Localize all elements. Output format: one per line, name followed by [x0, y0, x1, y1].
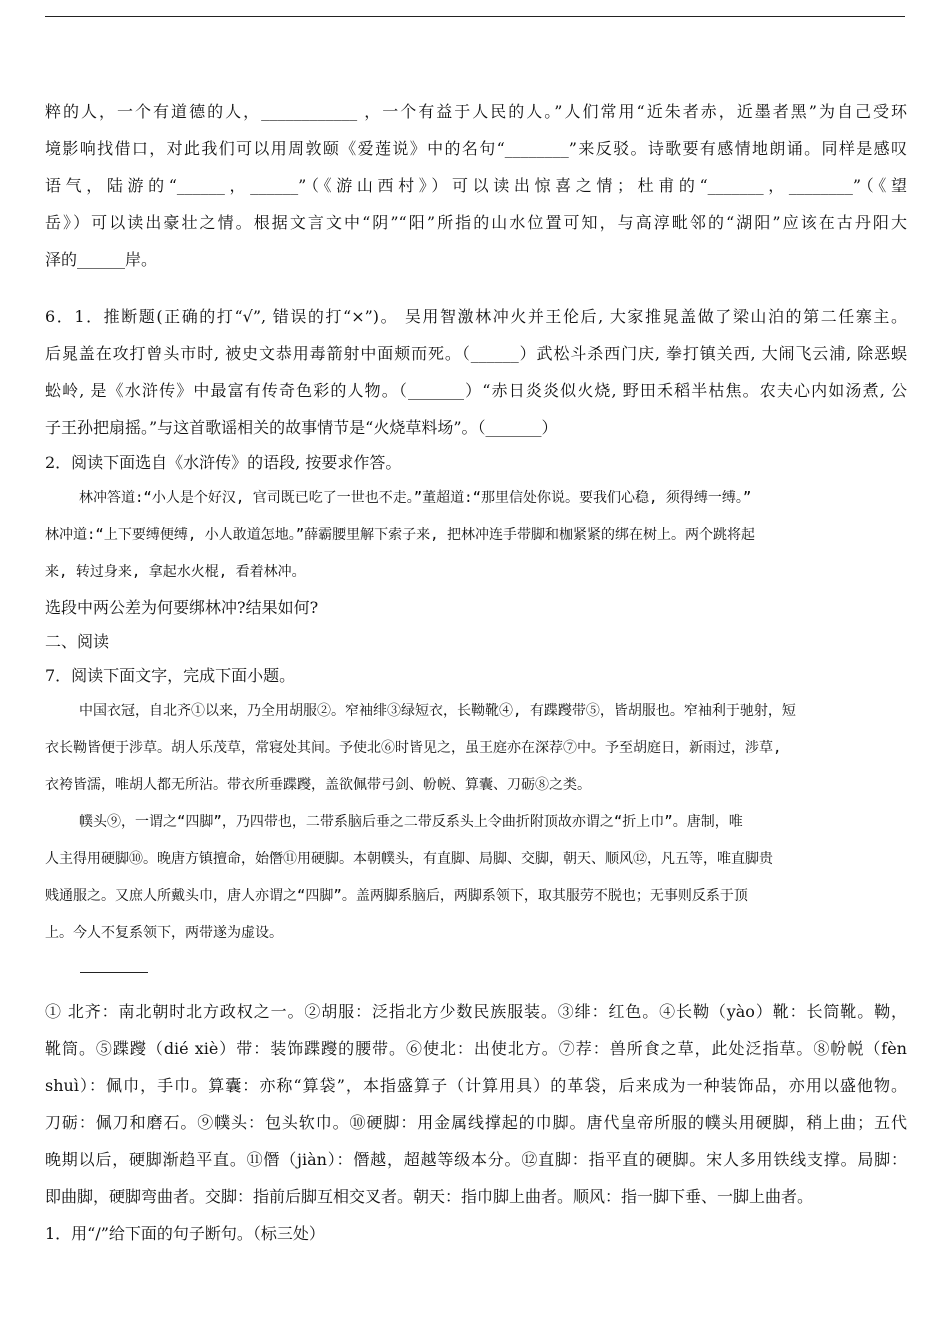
- passage-line: 衣长靿皆便于涉草。胡人乐茂草，常寝处其间。予使北⑥时皆见之，虽王庭亦在深荐⑦中。予至胡庭日，新雨过，涉草,: [45, 740, 782, 756]
- footnote-line: 晚期以后，硬脚渐趋平直。⑪僭（jiàn）：僭越，超越等级本分。⑫直脚：指平直的硬脚。宋人多用铁线支撑。局脚：: [45, 1150, 907, 1169]
- classical-passage: [45, 693, 907, 952]
- passage-line: 衣袴皆濡，唯胡人都无所沾。带衣所垂蹀躞，盖欲佩带弓剑、帉帨、算囊、刀砺⑧之类。: [45, 777, 591, 793]
- spacer: [45, 278, 907, 298]
- footnote-line: 靴筒。⑤蹀躞（dié xiè）带：装饰蹀躞的腰带。⑥使北：出使北方。⑦荐：兽所食之草，此处泛指草。⑧帉帨（fèn: [45, 1039, 907, 1058]
- question-6-2: [45, 446, 907, 480]
- question-6-line: 6．1．推断题(正确的打“√”, 错误的打“×”)。 吴用智激林冲火并王伦后, 大家推晁盖做了梁山泊的第二任寨主。: [45, 307, 907, 326]
- footnote-line: shuì）：佩巾，手巾。算囊：亦称“算袋”，本指盛算子（计算用具）的革袋，后来成为一种装饰品，亦用以盛他物。: [45, 1076, 907, 1095]
- fill-in-section: [45, 93, 907, 278]
- question-7-heading: 7．阅读下面文字，完成下面小题。: [45, 666, 296, 685]
- text-line: 粹的人，一个有道德的人，____________ ，一个有益于人民的人。”人们常用“近朱者赤，近墨者黑”为自己受环: [45, 102, 907, 121]
- document-page: [45, 93, 907, 1252]
- question-prompt-block: [45, 591, 907, 693]
- passage-line: 中国衣冠，自北齐①以来，乃全用胡服②。窄袖绯③绿短衣，长靿靴④, 有蹀躞带⑤，皆胡服也。窄袖利于驰射，短: [79, 703, 796, 719]
- sub-question-1: 1．用“/”给下面的句子断句。（标三处）: [45, 1224, 325, 1243]
- footnotes: [45, 993, 907, 1252]
- question-6-line: 蚣岭, 是《水浒传》中最富有传奇色彩的人物。（_______）“赤日炎炎似火烧, 野田禾稻半枯焦。农夫心内如汤煮, 公: [45, 381, 907, 400]
- footnote-line: 即曲脚，硬脚弯曲者。交脚：指前后脚互相交叉者。朝天：指巾脚上曲者。顺风：指一脚下垂、一脚上曲者。: [45, 1187, 814, 1206]
- question-prompt: 选段中两公差为何要绑林冲?结果如何?: [45, 598, 319, 617]
- footnote-divider: [80, 972, 148, 973]
- passage-line: 幞头⑨，一谓之“四脚”，乃四带也，二带系脑后垂之二带反系头上令曲折附顶故亦谓之“折上巾”。唐制，唯: [79, 814, 743, 830]
- text-line: 境影响找借口，对此我们可以用周敦颐《爱莲说》中的名句“________”来反驳。诗歌要有感情地朗诵。同样是感叹: [45, 139, 907, 158]
- question-heading: 2．阅读下面选自《水浒传》的语段, 按要求作答。: [45, 453, 402, 472]
- text-line: 泽的______岸。: [45, 250, 158, 269]
- section-heading: 二、阅读: [45, 632, 110, 651]
- header-rule: [45, 16, 905, 17]
- passage-line: 贱通服之。又庶人所戴头巾，唐人亦谓之“四脚”。盖两脚系脑后，两脚系领下，取其服劳不脱也；无事则反系于顶: [45, 888, 748, 904]
- passage-line: 来, 转过身来, 拿起水火棍, 看着林冲。: [45, 564, 306, 580]
- footnote-line: ① 北齐：南北朝时北方政权之一。②胡服：泛指北方少数民族服装。③绯：红色。④长靿（yào）靴：长筒靴。靿，: [45, 1002, 907, 1021]
- text-line: 岳》）可以读出豪壮之情。根据文言文中“阴”“阳”所指的山水位置可知，与高淳毗邻的“湖阳”应该在古丹阳大: [45, 213, 907, 232]
- passage-line: 林冲答道:“小人是个好汉, 官司既已吃了一世也不走。”董超道:“那里信处你说。要我们心稳, 须得缚一缚。”: [79, 490, 752, 506]
- shuihu-passage: [45, 480, 907, 591]
- text-line: 语气，陆游的“______，______”（《游山西村》）可以读出惊喜之情；杜甫的“_______，________”（《望: [45, 176, 907, 195]
- passage-line: 人主得用硬脚⑩。晚唐方镇擅命，始僭⑪用硬脚。本朝幞头，有直脚、局脚、交脚，朝天、顺风⑫，凡五等，唯直脚贵: [45, 851, 773, 867]
- question-6-line: 子王孙把扇摇。”与这首歌谣相关的故事情节是“火烧草料场”。（_______）: [45, 418, 558, 437]
- passage-line: 上。今人不复系领下，两带遂为虚设。: [45, 925, 283, 941]
- passage-line: 林冲道:“上下要缚便缚, 小人敢道怎地。”薛霸腰里解下索子来, 把林冲连手带脚和枷紧紧的绑在树上。两个跳将起: [45, 527, 755, 543]
- question-6: [45, 298, 907, 446]
- footnote-line: 刀砺：佩刀和磨石。⑨幞头：包头软巾。⑩硬脚：用金属线撑起的巾脚。唐代皇帝所服的幞头用硬脚，稍上曲；五代: [45, 1113, 907, 1132]
- question-6-line: 后晁盖在攻打曾头市时, 被史文恭用毒箭射中面颊而死。（______）武松斗杀西门庆, 拳打镇关西, 大闹飞云浦, 除恶蜈: [45, 344, 907, 363]
